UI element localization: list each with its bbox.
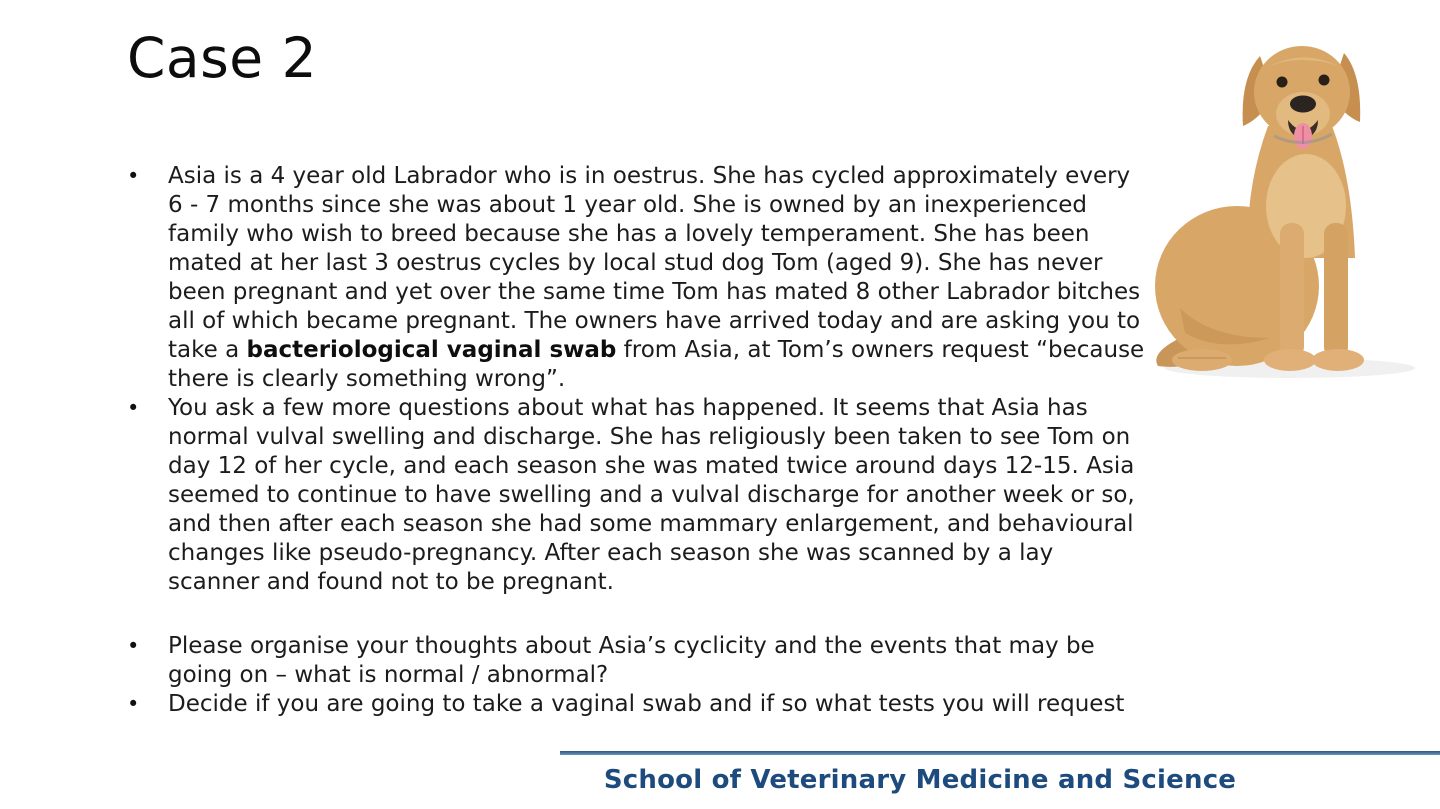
bullet-text: Decide if you are going to take a vaginal swab and if so what tests you will request [168,691,1125,717]
bullet-item-case-history [127,162,1149,394]
labrador-photo [1140,8,1440,386]
bullet-text: Please organise your thoughts about Asia’s cyclicity and the events that may be going on – what is normal / abnormal? [168,633,1095,688]
bullet-marker: • [127,634,140,658]
page-title: Case 2 [127,26,318,90]
bullet-item-task-decide [127,690,1149,719]
bullet-text [168,162,1149,394]
bullet-text-post: from Asia, at Tom’s owners request “because there is clearly something wrong”. [168,337,1145,392]
bullet-text-pre: Asia is a 4 year old Labrador who is in oestrus. She has cycled approximately every 6 - 7 months since she was about 1 year old. She is owned by an inexperienced family who wish to breed because she has a lovely temperament. She has been mated at her last 3 oestrus cycles by local stud dog Tom (aged 9). She has never been pregnant and yet over the same time Tom has mated 8 other Labrador bitches all of which became pregnant. The owners have arrived today and are asking you to take a [168,163,1141,363]
bullet-item-further-questions [127,394,1149,597]
bullet-text: You ask a few more questions about what has happened. It seems that Asia has normal vulval swelling and discharge. She has religiously been taken to see Tom on day 12 of her cycle, and each season she was mated twice around days 12-15. Asia seemed to continue to have swelling and a vulval discharge for another week or so, and then after each season she had some mammary enlargement, and behavioural changes like pseudo-pregnancy. After each season she was scanned by a lay scanner and found not to be pregnant. [168,395,1135,595]
bullet-text-bold: bacteriological vaginal swab [246,337,617,363]
bullet-marker: • [127,164,140,188]
bullet-list [127,162,1149,719]
school-name: School of Veterinary Medicine and Science [603,765,1237,795]
footer-divider [560,751,1440,755]
bullet-marker: • [127,396,140,420]
bullet-item-task-organise [127,632,1149,690]
bullet-marker: • [127,692,140,716]
